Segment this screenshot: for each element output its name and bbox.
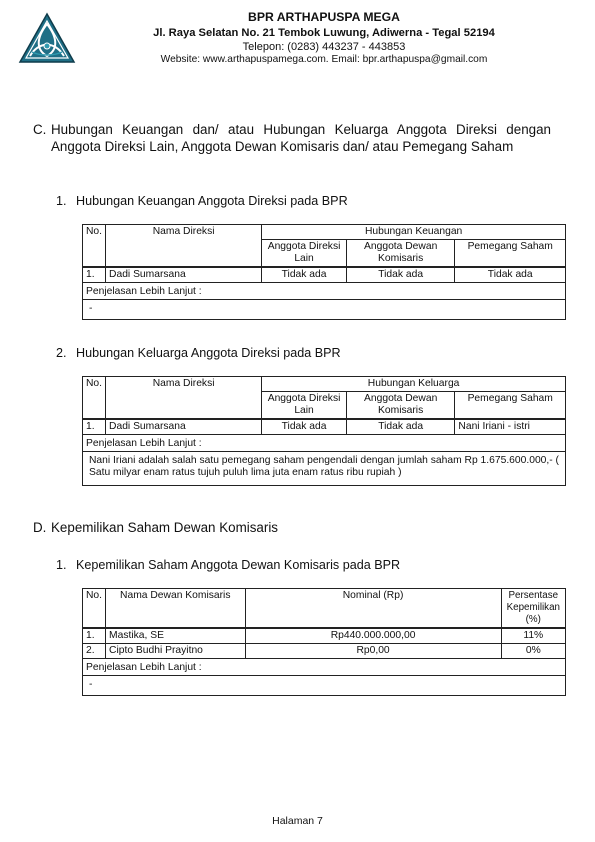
header-no: No. [83,225,106,268]
cell-no: 1. [83,419,106,435]
header-nominal: Nominal (Rp) [245,589,501,629]
cell-a: Tidak ada [262,267,347,283]
header-no: No. [83,377,106,420]
header-col-c: Pemegang Saham [455,240,566,268]
subsection-c1-number: 1. [56,194,67,208]
company-phone: Telepon: (0283) 443237 - 443853 [242,41,406,53]
cell-b: Tidak ada [346,419,455,435]
header-col-c: Pemegang Saham [455,392,566,420]
cell-name: Dadi Sumarsana [106,267,262,283]
section-c-letter: C. [33,122,47,137]
section-d-title: Kepemilikan Saham Dewan Komisaris [51,520,278,535]
cell-no: 1. [83,628,106,644]
subsection-d1-number: 1. [56,558,67,572]
commissioner-shareholding-table [82,588,566,696]
cell-nominal: Rp0,00 [245,644,501,659]
cell-nominal: Rp440.000.000,00 [245,628,501,644]
company-website-email: Website: www.arthapuspamega.com. Email: bpr.arthapuspa@gmail.com [160,54,488,65]
company-name: BPR ARTHAPUSPA MEGA [248,10,400,24]
header-name: Nama Dewan Komisaris [106,589,246,629]
note-text: - [83,676,566,696]
subsection-c2-number: 2. [56,346,67,360]
cell-percentage: 11% [501,628,565,644]
subsection-c2-title: Hubungan Keluarga Anggota Direksi pada BPR [76,346,341,360]
cell-percentage: 0% [501,644,565,659]
note-label: Penjelasan Lebih Lanjut : [83,435,566,452]
header-group: Hubungan Keluarga [262,377,566,392]
page-number: Halaman 7 [272,815,323,827]
cell-name: Cipto Budhi Prayitno [106,644,246,659]
note-text: - [83,300,566,320]
triquetra-logo-icon [18,12,76,64]
header-col-b: Anggota Dewan Komisaris [346,240,455,268]
section-d-letter: D. [33,520,47,535]
financial-relation-table [82,224,566,320]
cell-b: Tidak ada [346,267,455,283]
header-name: Nama Direksi [106,225,262,268]
cell-c: Nani Iriani - istri [455,419,566,435]
note-label: Penjelasan Lebih Lanjut : [83,659,566,676]
subsection-c1-title: Hubungan Keuangan Anggota Direksi pada BPR [76,194,348,208]
cell-a: Tidak ada [262,419,347,435]
table-row [83,267,566,283]
table-row [83,628,566,644]
header-col-a: Anggota Direksi Lain [262,240,347,268]
header-no: No. [83,589,106,629]
table-row [83,419,566,435]
cell-no: 1. [83,267,106,283]
header-group: Hubungan Keuangan [262,225,566,240]
header-col-a: Anggota Direksi Lain [262,392,347,420]
section-c-title: Hubungan Keuangan dan/ atau Hubungan Keluarga Anggota Direksi dengan Anggota Direksi Lain, Anggota Dewan Komisaris dan/ atau Pemegang Saham [51,122,551,154]
family-relation-table [82,376,566,486]
note-label: Penjelasan Lebih Lanjut : [83,283,566,300]
header-percentage: Persentase Kepemilikan (%) [501,589,565,629]
cell-name: Mastika, SE [106,628,246,644]
cell-c: Tidak ada [455,267,566,283]
header-name: Nama Direksi [106,377,262,420]
header-col-b: Anggota Dewan Komisaris [346,392,455,420]
table-row [83,644,566,659]
subsection-d1-title: Kepemilikan Saham Anggota Dewan Komisaris pada BPR [76,558,401,572]
note-text: Nani Iriani adalah salah satu pemegang saham pengendali dengan jumlah saham Rp 1.675.600.000,- ( Satu milyar enam ratus tujuh puluh lima juta enam ratus ribu rupiah ) [83,452,566,486]
cell-name: Dadi Sumarsana [106,419,262,435]
company-address: Jl. Raya Selatan No. 21 Tembok Luwung, Adiwerna - Tegal 52194 [153,27,495,39]
cell-no: 2. [83,644,106,659]
